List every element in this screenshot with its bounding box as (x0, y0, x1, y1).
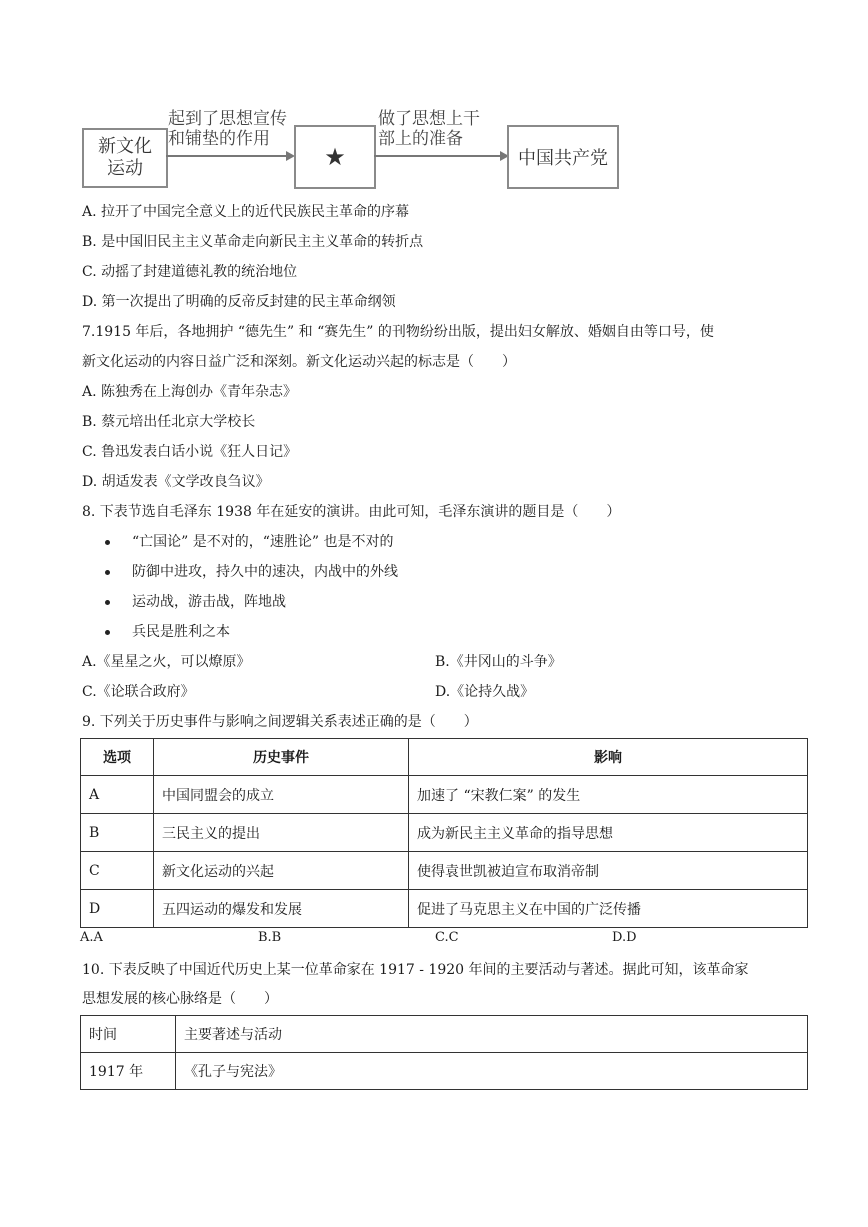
box-star: ★ (294, 125, 376, 189)
q8-bullet-3: 运动战，游击战，阵地战 (132, 594, 286, 610)
q9-table (80, 738, 808, 928)
q9-answer-b: B.B (258, 930, 282, 945)
bullet-dot (105, 570, 110, 575)
q7-option-c: C. 鲁迅发表白话小说《狂人日记》 (82, 444, 298, 460)
q8-bullet-4: 兵民是胜利之本 (132, 624, 230, 640)
q8-bullet-1: “亡国论” 是不对的，“速胜论” 也是不对的 (132, 534, 394, 550)
q10-stem-line1: 10. 下表反映了中国近代历史上某一位革命家在 1917 - 1920 年间的主要活动与著述。据此可知，该革命家 (82, 962, 749, 978)
cell-event: 三民主义的提出 (154, 814, 409, 852)
bullet-dot (105, 600, 110, 605)
table-row (81, 852, 808, 890)
q8-option-d: D.《论持久战》 (435, 684, 535, 700)
q9-answer-d: D.D (612, 930, 637, 945)
box-cpc: 中国共产党 (507, 125, 619, 189)
header-activities: 主要著述与活动 (176, 1016, 808, 1053)
cell-impact: 成为新民主主义革命的指导思想 (409, 814, 808, 852)
cell-option: C (81, 852, 154, 890)
table-row (81, 814, 808, 852)
q6-option-a: A. 拉开了中国完全意义上的近代民族民主革命的序幕 (82, 204, 410, 220)
q7-option-a: A. 陈独秀在上海创办《青年杂志》 (82, 384, 298, 400)
table-row (81, 890, 808, 928)
q7-option-b: B. 蔡元培出任北京大学校长 (82, 414, 256, 430)
table-header-row (81, 739, 808, 776)
q10-table (80, 1015, 808, 1090)
q6-option-b: B. 是中国旧民主主义革命走向新民主主义革命的转折点 (82, 234, 424, 250)
cell-event: 中国同盟会的成立 (154, 776, 409, 814)
bullet-dot (105, 540, 110, 545)
q8-stem: 8. 下表节选自毛泽东 1938 年在延安的演讲。由此可知，毛泽东演讲的题目是（ ） (82, 504, 621, 520)
cell-option: B (81, 814, 154, 852)
q7-stem-line1: 7.1915 年后，各地拥护 “德先生” 和 “赛先生” 的刊物纷纷出版，提出妇女解放、婚姻自由等口号，使 (82, 324, 714, 340)
q8-option-c: C.《论联合政府》 (82, 684, 195, 700)
cell-event: 五四运动的爆发和发展 (154, 890, 409, 928)
box-new-culture-movement: 新文化 运动 (82, 128, 168, 188)
header-event: 历史事件 (154, 739, 409, 776)
cell-option: D (81, 890, 154, 928)
q9-answer-c: C.C (435, 930, 459, 945)
header-option: 选项 (81, 739, 154, 776)
table-row (81, 1053, 808, 1090)
cell-impact: 使得袁世凯被迫宣布取消帝制 (409, 852, 808, 890)
cell-event: 新文化运动的兴起 (154, 852, 409, 890)
cell-time: 1917 年 (81, 1053, 176, 1090)
q9-stem: 9. 下列关于历史事件与影响之间逻辑关系表述正确的是（ ） (82, 714, 478, 730)
cell-option: A (81, 776, 154, 814)
bullet-dot (105, 630, 110, 635)
q8-option-a: A.《星星之火，可以燎原》 (82, 654, 251, 670)
cell-activity: 《孔子与宪法》 (176, 1053, 808, 1090)
header-time: 时间 (81, 1016, 176, 1053)
q7-stem-line2: 新文化运动的内容日益广泛和深刻。新文化运动兴起的标志是（ ） (82, 354, 516, 370)
cell-impact: 促进了马克思主义在中国的广泛传播 (409, 890, 808, 928)
arrow-two (374, 150, 510, 162)
q10-stem-line2: 思想发展的核心脉络是（ ） (82, 991, 278, 1007)
q8-bullet-2: 防御中进攻，持久中的速决，内战中的外线 (132, 564, 398, 580)
q6-option-d: D. 第一次提出了明确的反帝反封建的民主革命纲领 (82, 294, 396, 310)
arrow-label-two: 做了思想上干 部上的准备 (378, 109, 480, 149)
q7-option-d: D. 胡适发表《文学改良刍议》 (82, 474, 270, 490)
table-header-row (81, 1016, 808, 1053)
table-row (81, 776, 808, 814)
cell-impact: 加速了 “宋教仁案” 的发生 (409, 776, 808, 814)
q6-option-c: C. 动摇了封建道德礼教的统治地位 (82, 264, 298, 280)
arrow-label-one: 起到了思想宣传 和铺垫的作用 (168, 109, 287, 149)
q8-option-b: B.《井冈山的斗争》 (435, 654, 562, 670)
q9-answer-a: A.A (80, 930, 103, 945)
arrow-one (166, 150, 296, 162)
header-impact: 影响 (409, 739, 808, 776)
